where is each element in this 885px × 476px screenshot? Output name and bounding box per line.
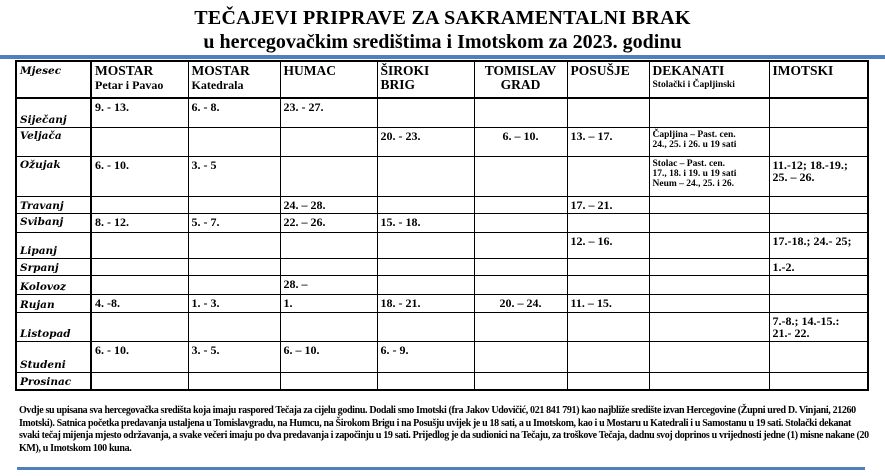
date-cell [649, 196, 769, 213]
date-cell [649, 232, 769, 258]
date-cell [91, 312, 188, 341]
column-title: POSUŠJE [570, 63, 630, 78]
date-cell: 17. – 21. [567, 196, 649, 213]
date-cell [567, 312, 649, 341]
column-subtitle: GRAD [500, 77, 541, 92]
table-row [16, 127, 868, 156]
date-cell: 3. - 5 [188, 156, 280, 196]
table-row [16, 341, 868, 372]
date-cell [567, 341, 649, 372]
date-cell: 7.-8.; 14.-15.: 21.- 22. [769, 312, 868, 341]
date-cell: 23. - 27. [280, 98, 377, 127]
date-cell [649, 341, 769, 372]
date-cell [91, 372, 188, 390]
table-row [16, 312, 868, 341]
date-cell [769, 127, 868, 156]
date-cell [567, 98, 649, 127]
date-cell [474, 341, 567, 372]
month-cell: Srpanj [16, 258, 91, 275]
date-cell [377, 275, 474, 294]
table-row [16, 294, 868, 312]
date-cell [567, 275, 649, 294]
date-cell [474, 232, 567, 258]
table-row [16, 275, 868, 294]
month-cell: Ožujak [16, 156, 91, 196]
column-subtitle: Stolački i Čapljinski [652, 80, 735, 90]
table-row [16, 98, 868, 127]
date-cell: 28. – [280, 275, 377, 294]
document-subtitle: u hercegovačkim središtima i Imotskom za 2023. godinu [203, 31, 682, 53]
date-cell: 4. -8. [91, 294, 188, 312]
date-cell [649, 294, 769, 312]
date-cell: Stolac – Past. cen. 17., 18. i 19. u 19 sati Neum – 24., 25. i 26. [649, 156, 769, 196]
date-cell [91, 127, 188, 156]
date-cell [377, 312, 474, 341]
column-subtitle: BRIG [380, 77, 416, 92]
column-title: HUMAC [283, 63, 336, 78]
date-cell [377, 156, 474, 196]
date-cell [649, 258, 769, 275]
month-cell: Svibanj [16, 213, 91, 232]
month-cell: Listopad [16, 312, 91, 341]
date-cell [474, 196, 567, 213]
date-cell [91, 275, 188, 294]
column-header [91, 61, 188, 98]
column-header [474, 61, 567, 98]
date-cell [188, 312, 280, 341]
month-cell: Lipanj [16, 232, 91, 258]
month-cell: Siječanj [16, 98, 91, 127]
table-row [16, 372, 868, 390]
column-header [377, 61, 474, 98]
date-cell [567, 372, 649, 390]
date-cell: 6. – 10. [474, 127, 567, 156]
date-cell [280, 258, 377, 275]
date-cell: 18. - 21. [377, 294, 474, 312]
date-cell: 1.-2. [769, 258, 868, 275]
date-cell: 6. – 10. [280, 341, 377, 372]
footnote: Ovdje su upisana sva hercegovačka središta koja imaju raspored Tečaja za cijelu godinu. Dodali smo Imotski (fra Jakov Udovičić, 021 841 791) kao najbliže središte izvan Hercegovine (Župni ured D. Vinjani, 21260 Imotski). Satnica početka predavanja ustaljena u Tomislavgradu, na Humcu, na Širokom Brigu i na Posušju uvijek je u 18 sati, a u Imotskom, kao i u Mostaru u Katedrali i u Samostanu u 19 sati. Stolački dekanat svaki tečaj mijenja mjesto održavanja, a svake večeri imaju po dva predavanja i započinju u 19 sati. Prijedlog je da sudionici na Tečaju, za troškove Tečaja, dadnu svoj doprinos u vrijednosti jedne (1) misne nakane (20 KM), u Imotskom 100 kuna. [19, 405, 869, 454]
column-header [649, 61, 769, 98]
date-cell [188, 258, 280, 275]
column-title: DEKANATI [652, 63, 725, 78]
date-cell [377, 372, 474, 390]
date-cell [280, 232, 377, 258]
column-title: MOSTAR [191, 63, 250, 78]
schedule-table [15, 60, 869, 391]
date-cell [280, 127, 377, 156]
date-cell [567, 213, 649, 232]
date-cell [188, 372, 280, 390]
date-cell: 1. [280, 294, 377, 312]
column-header [280, 61, 377, 98]
column-subtitle: Katedrala [191, 78, 244, 92]
date-cell [188, 196, 280, 213]
date-cell: Čapljina – Past. cen. 24., 25. i 26. u 19 sati [649, 127, 769, 156]
date-cell: 6. - 10. [91, 156, 188, 196]
date-cell: 5. - 7. [188, 213, 280, 232]
table-row [16, 156, 868, 196]
date-cell: 9. - 13. [91, 98, 188, 127]
month-cell: Rujan [16, 294, 91, 312]
date-cell [769, 275, 868, 294]
date-cell: 24. – 28. [280, 196, 377, 213]
date-cell [567, 156, 649, 196]
date-cell [474, 213, 567, 232]
date-cell [769, 196, 868, 213]
date-cell [280, 372, 377, 390]
date-cell [474, 258, 567, 275]
date-cell [280, 312, 377, 341]
date-cell: 20. - 23. [377, 127, 474, 156]
date-cell [649, 98, 769, 127]
month-cell: Travanj [16, 196, 91, 213]
date-cell: 13. – 17. [567, 127, 649, 156]
date-cell [769, 341, 868, 372]
month-cell: Kolovoz [16, 275, 91, 294]
date-cell [91, 258, 188, 275]
date-cell: 8. - 12. [91, 213, 188, 232]
date-cell [91, 232, 188, 258]
date-cell: 6. - 10. [91, 341, 188, 372]
date-cell [91, 196, 188, 213]
table-row [16, 213, 868, 232]
date-cell: 17.-18.; 24.- 25; [769, 232, 868, 258]
date-cell [474, 98, 567, 127]
date-cell: 3. - 5. [188, 341, 280, 372]
date-cell: 22. – 26. [280, 213, 377, 232]
date-cell [474, 372, 567, 390]
bottom-rule [17, 467, 865, 470]
month-cell: Veljača [16, 127, 91, 156]
month-header: Mjesec [16, 61, 91, 98]
date-cell [188, 232, 280, 258]
column-header [567, 61, 649, 98]
column-title: ŠIROKI [380, 63, 430, 78]
month-cell: Studeni [16, 341, 91, 372]
date-cell [377, 258, 474, 275]
date-cell [474, 312, 567, 341]
date-cell: 12. – 16. [567, 232, 649, 258]
date-cell [769, 372, 868, 390]
date-cell [377, 98, 474, 127]
table-row [16, 258, 868, 275]
date-cell [769, 98, 868, 127]
date-cell [280, 156, 377, 196]
date-cell [649, 275, 769, 294]
date-cell: 6. - 9. [377, 341, 474, 372]
column-subtitle: Petar i Pavao [95, 78, 164, 92]
date-cell [474, 156, 567, 196]
date-cell: 11. – 15. [567, 294, 649, 312]
column-header [188, 61, 280, 98]
date-cell [649, 372, 769, 390]
document-title: TEČAJEVI PRIPRAVE ZA SAKRAMENTALNI BRAK [194, 7, 691, 29]
top-rule [0, 55, 885, 59]
date-cell [649, 312, 769, 341]
date-cell: 15. - 18. [377, 213, 474, 232]
month-cell: Prosinac [16, 372, 91, 390]
date-cell [649, 213, 769, 232]
date-cell: 6. - 8. [188, 98, 280, 127]
date-cell [377, 232, 474, 258]
date-cell [567, 258, 649, 275]
date-cell [188, 275, 280, 294]
column-header [769, 61, 868, 98]
date-cell: 11.-12; 18.-19.; 25. – 26. [769, 156, 868, 196]
date-cell [769, 213, 868, 232]
date-cell [188, 127, 280, 156]
date-cell [474, 275, 567, 294]
column-title: MOSTAR [95, 63, 154, 78]
column-title: TOMISLAV [484, 63, 557, 78]
table-row [16, 232, 868, 258]
column-title: IMOTSKI [772, 63, 834, 78]
date-cell: 20. – 24. [474, 294, 567, 312]
date-cell [377, 196, 474, 213]
date-cell: 1. - 3. [188, 294, 280, 312]
date-cell [769, 294, 868, 312]
table-row [16, 196, 868, 213]
